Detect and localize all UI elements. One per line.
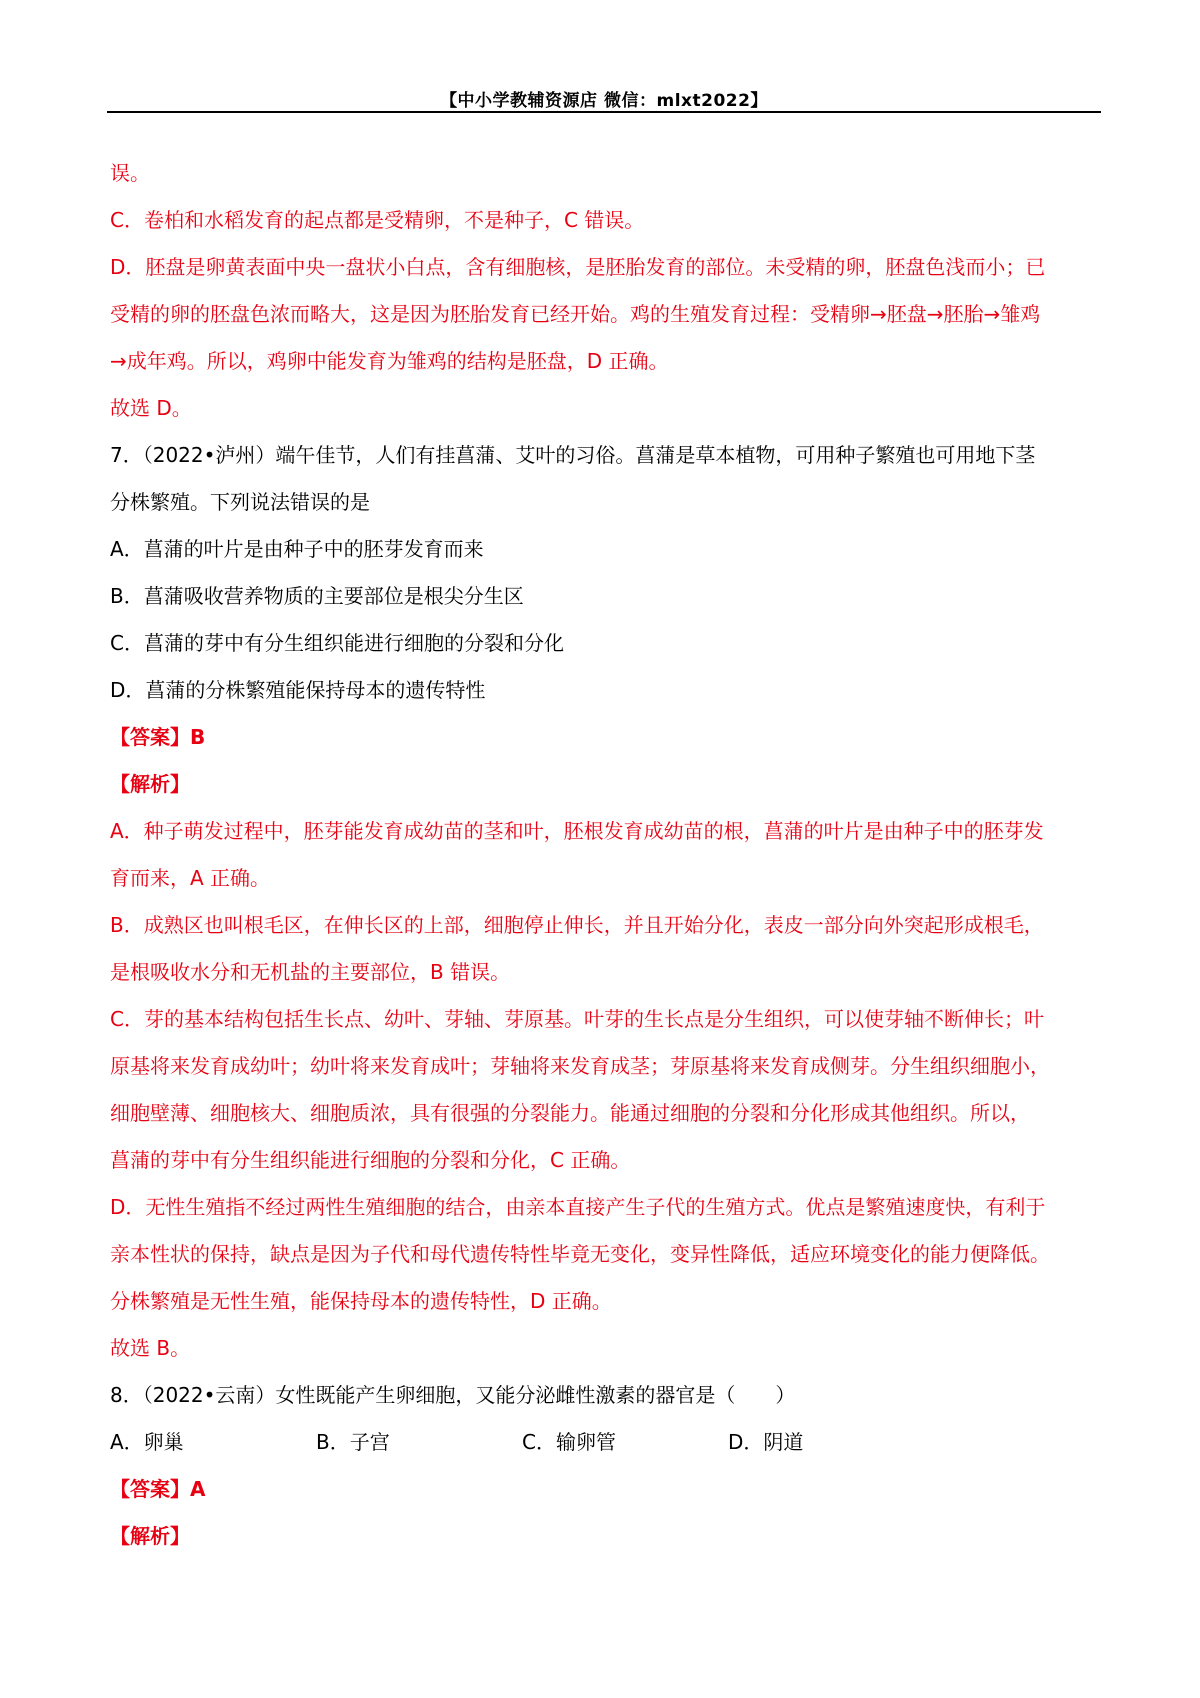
q7-analysis-line: 分株繁殖是无性生殖，能保持母本的遗传特性，D 正确。	[110, 1289, 612, 1313]
q7-option-c: C．菖蒲的芽中有分生组织能进行细胞的分裂和分化	[110, 631, 564, 655]
q8-option-b: B．子宫	[316, 1430, 390, 1454]
page-header: 【中小学教辅资源店 微信：mlxt2022】	[440, 91, 768, 111]
q7-analysis-line: 原基将来发育成幼叶；幼叶将来发育成叶；芽轴将来发育成茎；芽原基将来发育成侧芽。分生组织细胞小，	[110, 1054, 1050, 1078]
q7-analysis-line: D．无性生殖指不经过两性生殖细胞的结合，由亲本直接产生子代的生殖方式。优点是繁殖速度快，有利于	[110, 1195, 1046, 1219]
q6-analysis-line: 受精的卵的胚盘色浓而略大，这是因为胚胎发育已经开始。鸡的生殖发育过程：受精卵→胚盘→胚胎→雏鸡	[110, 302, 1041, 326]
q7-option-d: D．菖蒲的分株繁殖能保持母本的遗传特性	[110, 678, 486, 702]
q8-stem: 8．（2022•云南）女性既能产生卵细胞，又能分泌雌性激素的器官是（ ）	[110, 1383, 796, 1407]
q7-stem-line: 分株繁殖。下列说法错误的是	[110, 490, 370, 514]
q7-answer: 【答案】B	[110, 725, 206, 749]
q7-option-a: A．菖蒲的叶片是由种子中的胚芽发育而来	[110, 537, 484, 561]
q6-analysis-line: C．卷柏和水稻发育的起点都是受精卵，不是种子，C 错误。	[110, 208, 645, 232]
q7-analysis-line: 亲本性状的保持，缺点是因为子代和母代遗传特性毕竟无变化，变异性降低，适应环境变化的能力便降低。	[110, 1242, 1050, 1266]
q8-options	[110, 1419, 1104, 1466]
q8-option-d: D．阴道	[728, 1430, 804, 1454]
q7-analysis-line: B．成熟区也叫根毛区，在伸长区的上部，细胞停止伸长，并且开始分化，表皮一部分向外突起形成根毛，	[110, 913, 1044, 937]
q6-choice: 故选 D。	[110, 396, 192, 420]
q7-analysis-line: A．种子萌发过程中，胚芽能发育成幼苗的茎和叶，胚根发育成幼苗的根，菖蒲的叶片是由种子中的胚芽发	[110, 819, 1044, 843]
q7-analysis-line: 是根吸收水分和无机盐的主要部位，B 错误。	[110, 960, 511, 984]
header-rule	[107, 111, 1101, 113]
q7-choice: 故选 B。	[110, 1336, 191, 1360]
q8-answer: 【答案】A	[110, 1477, 206, 1501]
q7-option-b: B．菖蒲吸收营养物质的主要部位是根尖分生区	[110, 584, 524, 608]
q6-analysis-line: D．胚盘是卵黄表面中央一盘状小白点，含有细胞核，是胚胎发育的部位。未受精的卵，胚盘色浅而小；已	[110, 255, 1046, 279]
q7-analysis-label: 【解析】	[110, 772, 190, 796]
q8-analysis-label: 【解析】	[110, 1524, 190, 1548]
q7-analysis-line: 细胞壁薄、细胞核大、细胞质浓，具有很强的分裂能力。能通过细胞的分裂和分化形成其他组织。所以，	[110, 1101, 1030, 1125]
document-body	[110, 150, 1104, 1560]
q7-analysis-line: C．芽的基本结构包括生长点、幼叶、芽轴、芽原基。叶芽的生长点是分生组织，可以使芽轴不断伸长；叶	[110, 1007, 1044, 1031]
q7-analysis-line: 菖蒲的芽中有分生组织能进行细胞的分裂和分化，C 正确。	[110, 1148, 631, 1172]
q7-analysis-line: 育而来，A 正确。	[110, 866, 271, 890]
q6-analysis-line: 误。	[110, 161, 150, 185]
q8-option-c: C．输卵管	[522, 1430, 616, 1454]
q6-analysis-line: →成年鸡。所以，鸡卵中能发育为雏鸡的结构是胚盘，D 正确。	[110, 349, 669, 373]
q7-stem-line: 7．（2022•泸州）端午佳节，人们有挂菖蒲、艾叶的习俗。菖蒲是草本植物，可用种子繁殖也可用地下茎	[110, 443, 1036, 467]
q8-option-a: A．卵巢	[110, 1430, 184, 1454]
